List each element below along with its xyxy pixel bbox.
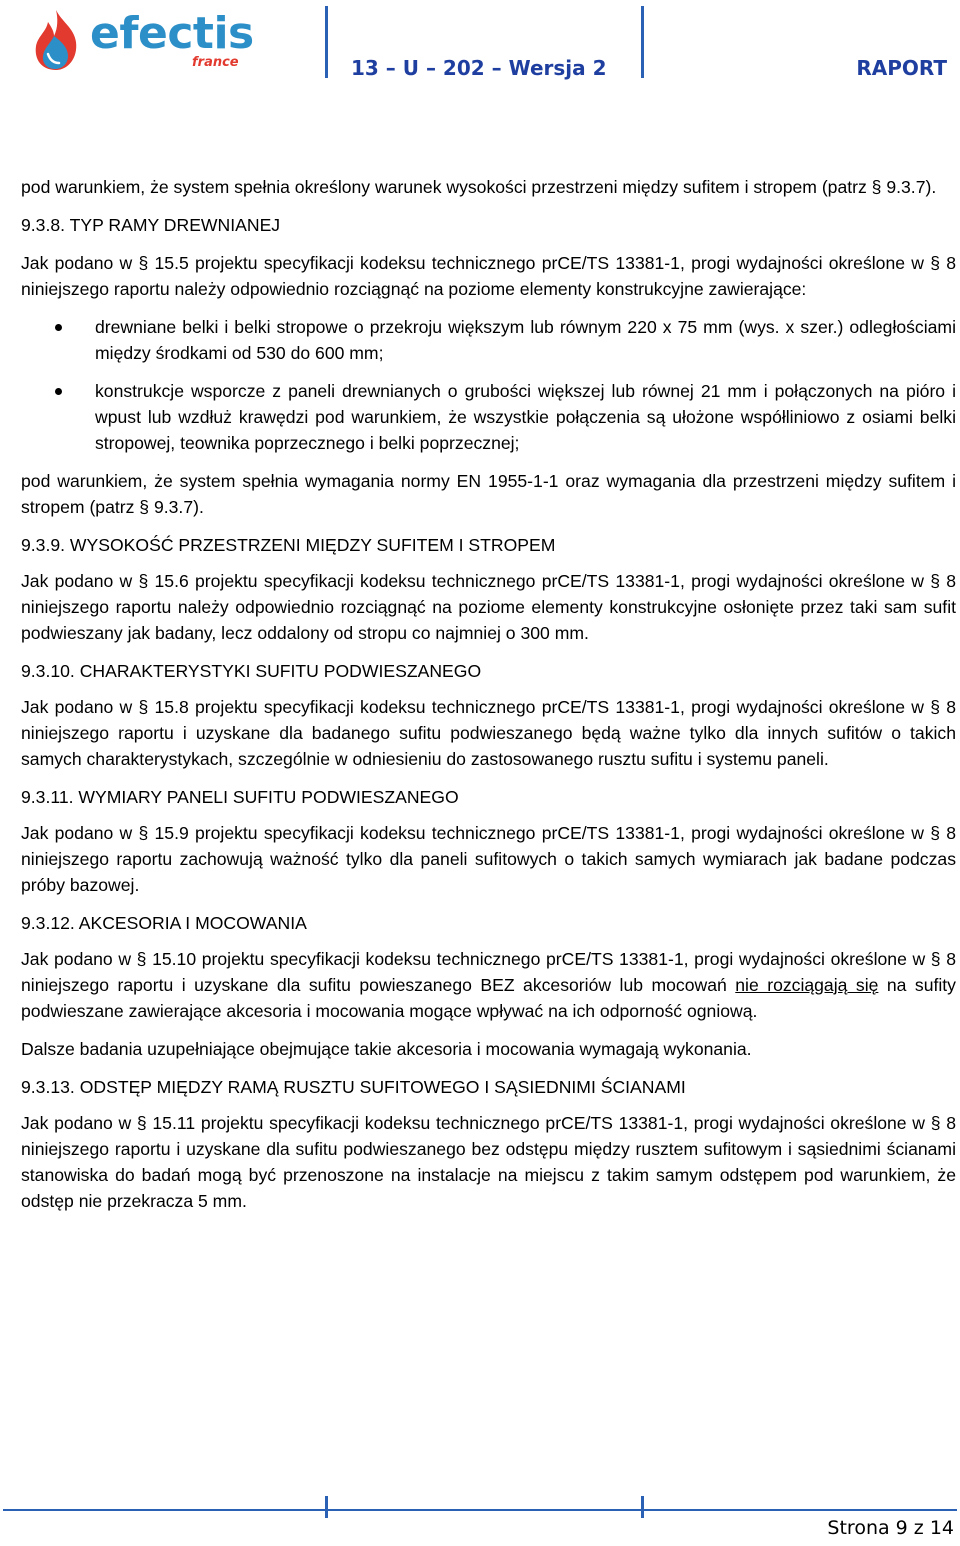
logo-subtitle: france — [192, 55, 239, 70]
efectis-logo — [24, 6, 254, 74]
header-divider — [641, 6, 644, 78]
paragraph — [21, 946, 956, 1024]
list-item-text: konstrukcje wsporcze z paneli drewnianych o grubości większej lub równej 21 mm i połączonych na pióro i wpust lub wzdłuż krawędzi pod warunkiem, że wszystkie połączenia są ułożone współliniowo z osiami belki stropowej, teownika poprzecznego i belki poprzecznej; — [95, 381, 956, 453]
paragraph: pod warunkiem, że system spełnia określony warunek wysokości przestrzeni między sufitem i stropem (patrz § 9.3.7). — [21, 177, 937, 197]
paragraph: Jak podano w § 15.5 projektu specyfikacji kodeksu technicznego prCE/TS 13381-1, progi wydajności określone w § 8 niniejszego raportu należy odpowiednio rozciągnąć na poziome elementy konstrukcyjne zawierające: — [21, 253, 956, 299]
section-heading-9-3-11: 9.3.11. WYMIARY PANELI SUFITU PODWIESZANEGO — [21, 787, 459, 807]
underlined-text: nie rozciągają się — [735, 975, 879, 995]
page-footer — [0, 1488, 960, 1546]
bullet-icon — [55, 388, 62, 395]
section-heading-9-3-8: 9.3.8. TYP RAMY DREWNIANEJ — [21, 215, 281, 235]
document-id: 13 – U – 202 – Wersja 2 — [351, 56, 607, 80]
bullet-list — [21, 314, 956, 456]
paragraph-text: na sufity podwieszane zawierające akcesoria i mocowania mogące wpływać na ich odporność ogniową. — [21, 975, 956, 1021]
footer-divider — [325, 1496, 328, 1518]
section-heading-9-3-9: 9.3.9. WYSOKOŚĆ PRZESTRZENI MIĘDZY SUFITEM I STROPEM — [21, 535, 556, 555]
page-header — [0, 0, 960, 100]
paragraph: Jak podano w § 15.11 projektu specyfikacji kodeksu technicznego prCE/TS 13381-1, progi wydajności określone w § 8 niniejszego raportu i uzyskane dla sufitu podwieszanego bez odstępu między rusztem sufitowym i sąsiednimi ścianami stanowiska do badań mogą być przenoszone na instalacje na miejscu z takim samym odstępem pod warunkiem, że odstęp nie przekracza 5 mm. — [21, 1113, 956, 1211]
footer-rule — [3, 1509, 957, 1511]
header-divider — [325, 6, 328, 78]
bullet-icon — [55, 324, 62, 331]
paragraph: Jak podano w § 15.9 projektu specyfikacji kodeksu technicznego prCE/TS 13381-1, progi wydajności określone w § 8 niniejszego raportu zachowują ważność tylko dla paneli sufitowych o takich samych wymiarach jak badane podczas próby bazowej. — [21, 823, 956, 895]
paragraph: Dalsze badania uzupełniające obejmujące takie akcesoria i mocowania wymagają wykonania. — [21, 1039, 752, 1059]
footer-divider — [641, 1496, 644, 1518]
list-item-text: drewniane belki i belki stropowe o przekroju większym lub równym 220 x 75 mm (wys. x szer.) odległościami między środkami od 530 do 600 mm; — [95, 317, 956, 363]
section-heading-9-3-10: 9.3.10. CHARAKTERYSTYKI SUFITU PODWIESZANEGO — [21, 661, 482, 681]
section-heading-9-3-12: 9.3.12. AKCESORIA I MOCOWANIA — [21, 913, 307, 933]
paragraph: Jak podano w § 15.8 projektu specyfikacji kodeksu technicznego prCE/TS 13381-1, progi wydajności określone w § 8 niniejszego raportu i uzyskane dla badanego sufitu podwieszanego będą ważne tylko dla innych sufitów o takich samych charakterystykach, szczególnie w odniesieniu do zastosowanego rusztu sufitu i systemu paneli. — [21, 697, 956, 769]
flame-droplet-icon — [24, 6, 94, 76]
list-item — [21, 314, 956, 366]
paragraph: Jak podano w § 15.6 projektu specyfikacji kodeksu technicznego prCE/TS 13381-1, progi wydajności określone w § 8 niniejszego raportu należy odpowiednio rozciągnąć na poziome elementy konstrukcyjne osłonięte przez taki sam sufit podwieszany jak badany, lecz oddalony od stropu co najmniej o 300 mm. — [21, 571, 956, 643]
section-heading-9-3-13: 9.3.13. ODSTĘP MIĘDZY RAMĄ RUSZTU SUFITOWEGO I SĄSIEDNIMI ŚCIANAMI — [21, 1077, 686, 1097]
list-item — [21, 378, 956, 456]
report-label: RAPORT — [856, 56, 947, 80]
document-body — [21, 174, 956, 1226]
paragraph-text: Jak podano w § 15.10 projektu specyfikacji kodeksu technicznego prCE/TS 13381-1, progi wydajności określone w § 8 niniejszego raportu i uzyskane dla sufitu powieszanego BEZ akcesoriów lub mocowań — [21, 949, 956, 995]
page-number: Strona 9 z 14 — [827, 1517, 954, 1539]
logo-wordmark: efectis — [90, 8, 254, 59]
paragraph: pod warunkiem, że system spełnia wymagania normy EN 1955-1-1 oraz wymagania dla przestrzeni między sufitem i stropem (patrz § 9.3.7). — [21, 471, 956, 517]
